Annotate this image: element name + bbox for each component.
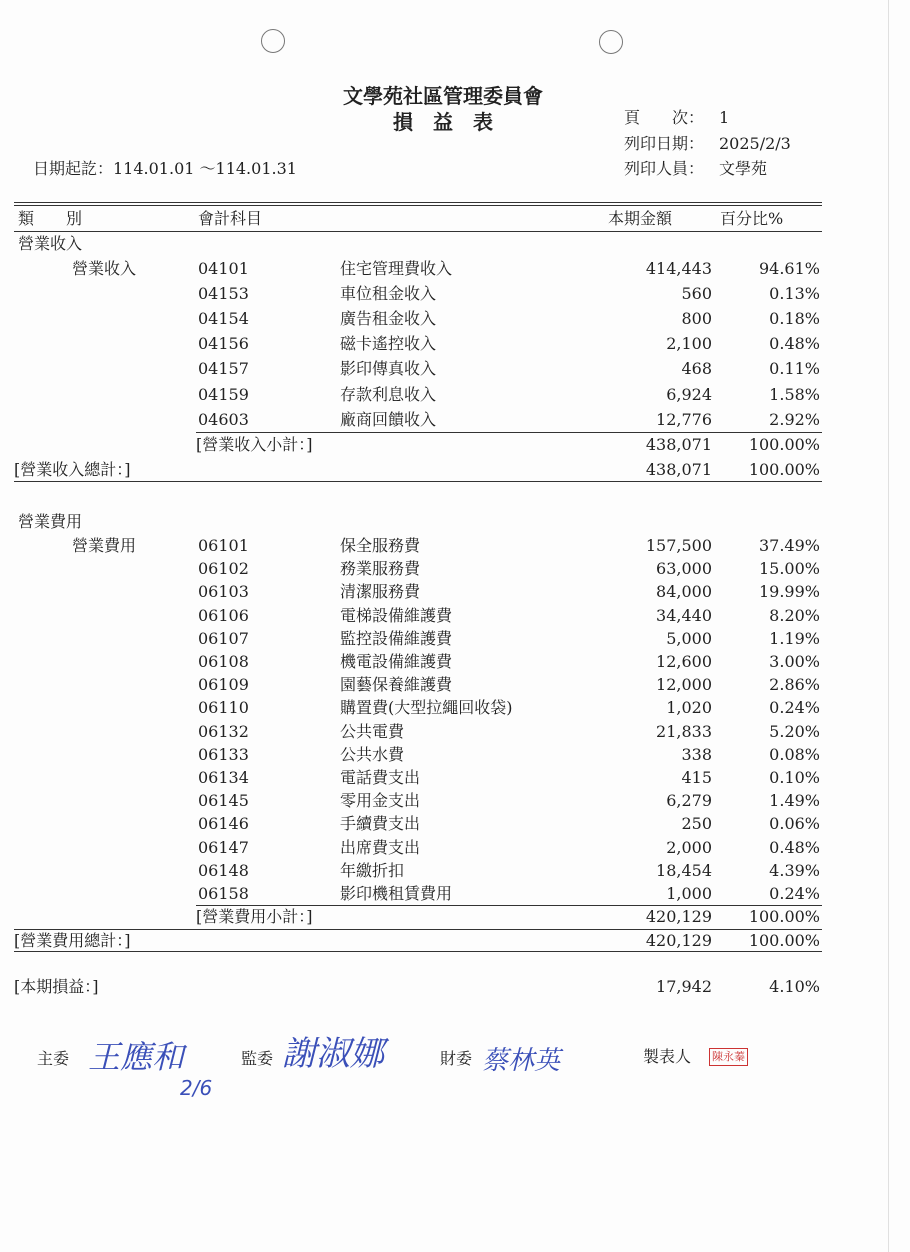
header-rule-top [14, 202, 822, 203]
net-amount: 17,942 [656, 977, 712, 996]
expense-row-code: 06147 [198, 837, 249, 857]
income-row-name: 廣告租金收入 [340, 309, 437, 329]
expense-row-name: 手續費支出 [340, 814, 421, 834]
expense-row-pct: 0.24% [769, 698, 820, 718]
income-row-code: 04603 [198, 409, 249, 429]
expense-row-code: 06108 [198, 652, 249, 671]
expense-row-pct: 3.00% [769, 652, 820, 671]
date-range: 日期起訖：114.01.01 ～114.01.31 [33, 159, 297, 178]
income-row-code: 04157 [198, 359, 249, 379]
expense-row-code: 06134 [198, 768, 249, 787]
col-percent: 百分比% [720, 209, 784, 228]
income-total-label: [營業收入總計：] [14, 460, 131, 479]
income-subtotal-pct: 100.00% [748, 435, 820, 454]
expense-row-name: 公共電費 [340, 721, 405, 741]
expense-row-name: 務業服務費 [340, 559, 421, 579]
income-row-name: 住宅管理費收入 [340, 259, 453, 278]
expense-row-name: 購置費(大型拉繩回收袋) [340, 698, 513, 718]
income-subtotal-rule [196, 432, 822, 433]
income-row-code: 04101 [198, 259, 249, 278]
expense-row-pct: 15.00% [758, 559, 820, 579]
col-category: 類 別 [18, 209, 83, 228]
expense-row-code: 06133 [198, 744, 249, 764]
expense-row-code: 06146 [198, 814, 249, 834]
expense-row-amount: 157,500 [645, 536, 712, 555]
income-subtotal-label: [營業收入小計：] [196, 435, 313, 454]
expense-row-name: 影印機租賃費用 [340, 884, 453, 903]
income-group: 營業收入 [72, 259, 137, 278]
expense-row-code: 06132 [198, 721, 249, 741]
income-row-code: 04154 [198, 309, 249, 329]
expense-row-amount: 415 [681, 768, 712, 787]
expense-row-amount: 1,000 [666, 884, 712, 903]
income-total-amount: 438,071 [645, 460, 712, 479]
income-total-rule [14, 481, 822, 482]
expense-row-pct: 0.24% [769, 884, 820, 903]
net-pct: 4.10% [769, 977, 820, 996]
preparer-label: 製表人 [643, 1047, 692, 1066]
expense-row-pct: 1.49% [769, 791, 820, 811]
page-label: 頁 次： [624, 108, 705, 127]
expense-row-amount: 12,000 [656, 675, 712, 695]
expense-subtotal-pct: 100.00% [748, 907, 820, 926]
income-row-code: 04153 [198, 284, 249, 304]
income-row-pct: 0.48% [769, 334, 820, 354]
income-row-code: 04156 [198, 334, 249, 354]
expense-row-name: 電話費支出 [340, 768, 421, 787]
finance-signature: 蔡林英 [482, 1046, 561, 1076]
report-title: 損 益 表 [393, 110, 493, 134]
expense-row-amount: 6,279 [666, 791, 712, 811]
preparer-stamp: 陳永蓁 [709, 1048, 748, 1066]
income-section: 營業收入 [18, 234, 83, 253]
page-edge [888, 0, 889, 1252]
expense-row-code: 06107 [198, 628, 249, 648]
expense-row-amount: 2,000 [666, 837, 712, 857]
income-total-pct: 100.00% [748, 460, 820, 479]
expense-row-amount: 34,440 [656, 605, 712, 625]
print-date-label: 列印日期： [624, 134, 705, 153]
expense-row-amount: 250 [681, 814, 712, 834]
income-row-pct: 0.11% [769, 359, 820, 379]
expense-section: 營業費用 [18, 512, 83, 531]
income-subtotal-amount: 438,071 [645, 435, 712, 454]
expense-total-amount: 420,129 [645, 931, 712, 950]
expense-row-amount: 5,000 [666, 628, 712, 648]
income-row-pct: 0.18% [769, 309, 820, 329]
net-label: [本期損益：] [14, 977, 99, 996]
expense-total-rule [14, 951, 822, 952]
income-row-pct: 1.58% [769, 384, 820, 404]
finance-label: 財委 [440, 1049, 473, 1068]
income-row-amount: 800 [681, 309, 712, 329]
supervisor-signature: 謝淑娜 [282, 1034, 384, 1074]
income-row-pct: 2.92% [769, 409, 820, 429]
expense-row-amount: 84,000 [656, 582, 712, 602]
expense-row-code: 06109 [198, 675, 249, 695]
expense-row-code: 06101 [198, 536, 249, 555]
expense-row-name: 零用金支出 [340, 791, 421, 811]
expense-row-code: 06110 [198, 698, 249, 718]
expense-row-code: 06106 [198, 605, 249, 625]
supervisor-label: 監委 [241, 1049, 274, 1068]
expense-total-label: [營業費用總計：] [14, 931, 131, 950]
expense-row-amount: 21,833 [656, 721, 712, 741]
expense-row-pct: 19.99% [758, 582, 820, 602]
expense-row-pct: 2.86% [769, 675, 820, 695]
income-row-name: 車位租金收入 [340, 284, 437, 304]
expense-group: 營業費用 [72, 536, 137, 555]
income-row-amount: 560 [681, 284, 712, 304]
expense-row-code: 06103 [198, 582, 249, 602]
income-row-amount: 6,924 [666, 384, 712, 404]
income-row-amount: 12,776 [656, 409, 712, 429]
page-value: 1 [719, 108, 730, 127]
org-name: 文學苑社區管理委員會 [343, 84, 543, 108]
printer-label: 列印人員： [624, 159, 705, 178]
expense-row-name: 監控設備維護費 [340, 628, 453, 648]
expense-total-pct: 100.00% [748, 931, 820, 950]
income-row-name: 磁卡遙控收入 [340, 334, 437, 354]
expense-row-name: 公共水費 [340, 744, 405, 764]
expense-row-pct: 37.49% [758, 536, 820, 555]
expense-row-amount: 338 [681, 744, 712, 764]
expense-row-name: 保全服務費 [340, 536, 421, 555]
header-rule-top2 [14, 205, 822, 206]
expense-row-name: 出席費支出 [340, 837, 421, 857]
expense-row-name: 機電設備維護費 [340, 652, 453, 671]
expense-row-pct: 4.39% [769, 860, 820, 880]
expense-row-pct: 1.19% [769, 628, 820, 648]
expense-subtotal-label: [營業費用小計：] [196, 907, 313, 926]
income-row-name: 廠商回饋收入 [340, 409, 437, 429]
income-row-pct: 94.61% [758, 259, 820, 278]
expense-row-code: 06102 [198, 559, 249, 579]
income-row-name: 存款利息收入 [340, 384, 437, 404]
expense-row-pct: 8.20% [769, 605, 820, 625]
expense-row-pct: 0.06% [769, 814, 820, 834]
expense-row-pct: 0.10% [769, 768, 820, 787]
expense-row-name: 清潔服務費 [340, 582, 421, 602]
income-row-pct: 0.13% [769, 284, 820, 304]
chair-signature: 王應和 [88, 1038, 185, 1076]
income-row-amount: 2,100 [666, 334, 712, 354]
col-amount: 本期金額 [608, 209, 673, 228]
expense-row-amount: 18,454 [656, 860, 712, 880]
col-account: 會計科目 [198, 209, 263, 228]
expense-row-name: 年繳折扣 [340, 860, 405, 880]
expense-row-code: 06145 [198, 791, 249, 811]
expense-row-amount: 1,020 [666, 698, 712, 718]
chair-label: 主委 [37, 1049, 70, 1068]
printer-value: 文學苑 [719, 159, 768, 178]
punch-hole-left [261, 29, 285, 53]
expense-row-pct: 0.08% [769, 744, 820, 764]
chair-sign-date: 2/6 [180, 1076, 213, 1100]
expense-row-name: 園藝保養維護費 [340, 675, 453, 695]
expense-subtotal-amount: 420,129 [645, 907, 712, 926]
expense-row-name: 電梯設備維護費 [340, 605, 453, 625]
expense-row-pct: 0.48% [769, 837, 820, 857]
expense-row-amount: 12,600 [656, 652, 712, 671]
expense-row-amount: 63,000 [656, 559, 712, 579]
expense-row-code: 06158 [198, 884, 249, 903]
expense-row-code: 06148 [198, 860, 249, 880]
income-row-code: 04159 [198, 384, 249, 404]
income-row-name: 影印傳真收入 [340, 359, 437, 379]
header-rule-bottom [14, 231, 822, 232]
income-row-amount: 414,443 [645, 259, 712, 278]
print-date-value: 2025/2/3 [719, 134, 791, 153]
income-row-amount: 468 [681, 359, 712, 379]
expense-row-pct: 5.20% [769, 721, 820, 741]
punch-hole-right [599, 30, 623, 54]
